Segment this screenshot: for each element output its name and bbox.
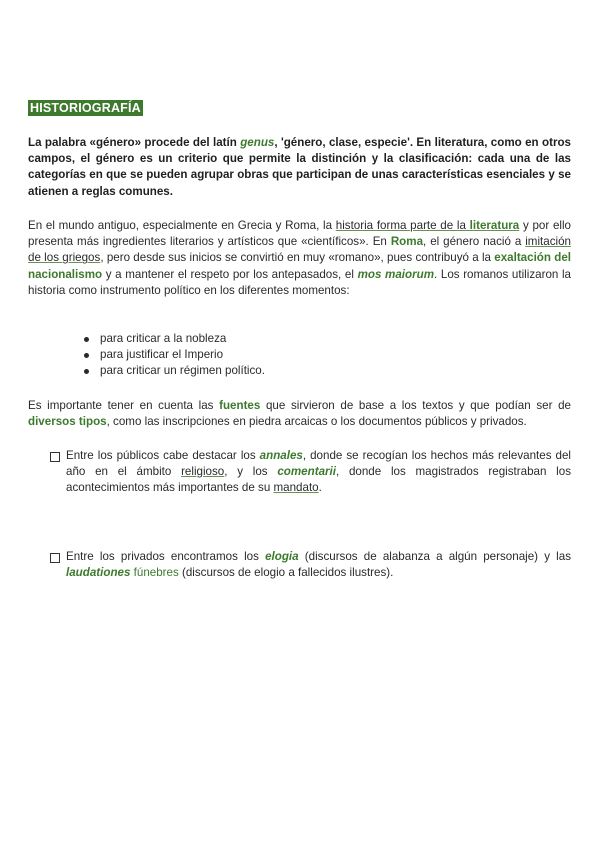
sources-paragraph	[28, 398, 571, 430]
term-exaltacion: exaltación del nacionalismo	[28, 251, 571, 281]
list-item-text: para justificar el Imperio	[100, 348, 224, 362]
paragraph-text: , pero desde sus inicios se convirtió en muy «romano», pues contribuyó a la	[100, 251, 495, 265]
bullet-list	[84, 331, 265, 380]
bullet-icon	[84, 369, 89, 374]
checkbox-private[interactable]	[50, 553, 60, 563]
term-elogia: elogia	[265, 550, 299, 563]
item-text: , y los	[224, 465, 278, 479]
term-genus: genus	[240, 136, 275, 149]
term-roma: Roma	[390, 235, 424, 249]
paragraph-text: que sirvieron de base a los textos y que podían ser de	[260, 399, 571, 412]
item-text: (discursos de alabanza a algún personaje) y las	[298, 550, 571, 563]
bullet-icon	[84, 337, 89, 342]
underlined-text: historia forma parte de la	[335, 219, 470, 232]
section-title: HISTORIOGRAFÍA	[30, 101, 141, 115]
paragraph-text: En el mundo antiguo, especialmente en Grecia y Roma, la	[28, 219, 336, 232]
history-paragraph	[28, 218, 571, 299]
checklist-item-public	[66, 448, 571, 497]
list-item-text: para criticar un régimen político.	[100, 364, 265, 378]
term-diversos-tipos: diversos tipos	[28, 415, 107, 429]
term-comentarii: comentarii	[277, 465, 336, 479]
item-text: , donde los magistrados registraban los acontecimientos más importantes de su	[66, 465, 571, 495]
intro-text: , 'género, clase, especie'. En literatura, como en otros campos, el género es un criterio que permite la distinción y la clasificación: cada una de las categorías en que se pueden agrupar obras que participan de unas características esenciales y se atienen a reglas comunes.	[28, 136, 571, 198]
term-fuentes: fuentes	[219, 399, 261, 412]
underlined-religioso: religioso	[181, 465, 225, 479]
item-text: Entre los privados encontramos los	[66, 550, 266, 563]
item-text: Entre los públicos cabe destacar los	[66, 449, 260, 462]
underlined-phrase	[336, 219, 520, 232]
paragraph-text: y por ello presenta más ingredientes literarios y artísticos que «científicos». En	[28, 219, 571, 249]
list-item	[84, 331, 265, 347]
paragraph-text: , como las inscripciones en piedra arcaicas o los documentos públicos y privados.	[106, 415, 527, 429]
paragraph-text: Es importante tener en cuenta las	[28, 399, 220, 412]
checkbox-public[interactable]	[50, 452, 60, 462]
intro-text: La palabra «género» procede del latín	[28, 136, 241, 149]
list-item	[84, 363, 265, 379]
list-item	[84, 347, 265, 363]
underlined-mandato: mandato	[273, 481, 319, 495]
item-text: , donde se recogían los hechos más relevantes del año en el ámbito	[66, 449, 571, 479]
term-literatura: literatura	[469, 219, 520, 232]
term-funebres: fúnebres	[130, 566, 179, 580]
underlined-phrase: imitación de los griegos	[28, 235, 571, 265]
list-item-text: para criticar a la nobleza	[100, 332, 227, 345]
paragraph-text: . Los romanos utilizaron la historia como instrumento político en los diferentes momentos:	[28, 267, 571, 297]
checklist-item-private	[66, 549, 571, 581]
intro-paragraph	[28, 135, 571, 200]
term-annales: annales	[259, 449, 303, 462]
term-mos-maiorum: mos maiorum	[357, 267, 435, 281]
bullet-icon	[84, 353, 89, 358]
term-laudationes: laudationes	[66, 566, 131, 580]
paragraph-text: y a mantener el respeto por los antepasados, el	[102, 267, 358, 281]
item-text: (discursos de elogio a fallecidos ilustres).	[178, 566, 394, 580]
paragraph-text: , el género nació a	[423, 235, 526, 249]
item-text: .	[318, 481, 322, 495]
